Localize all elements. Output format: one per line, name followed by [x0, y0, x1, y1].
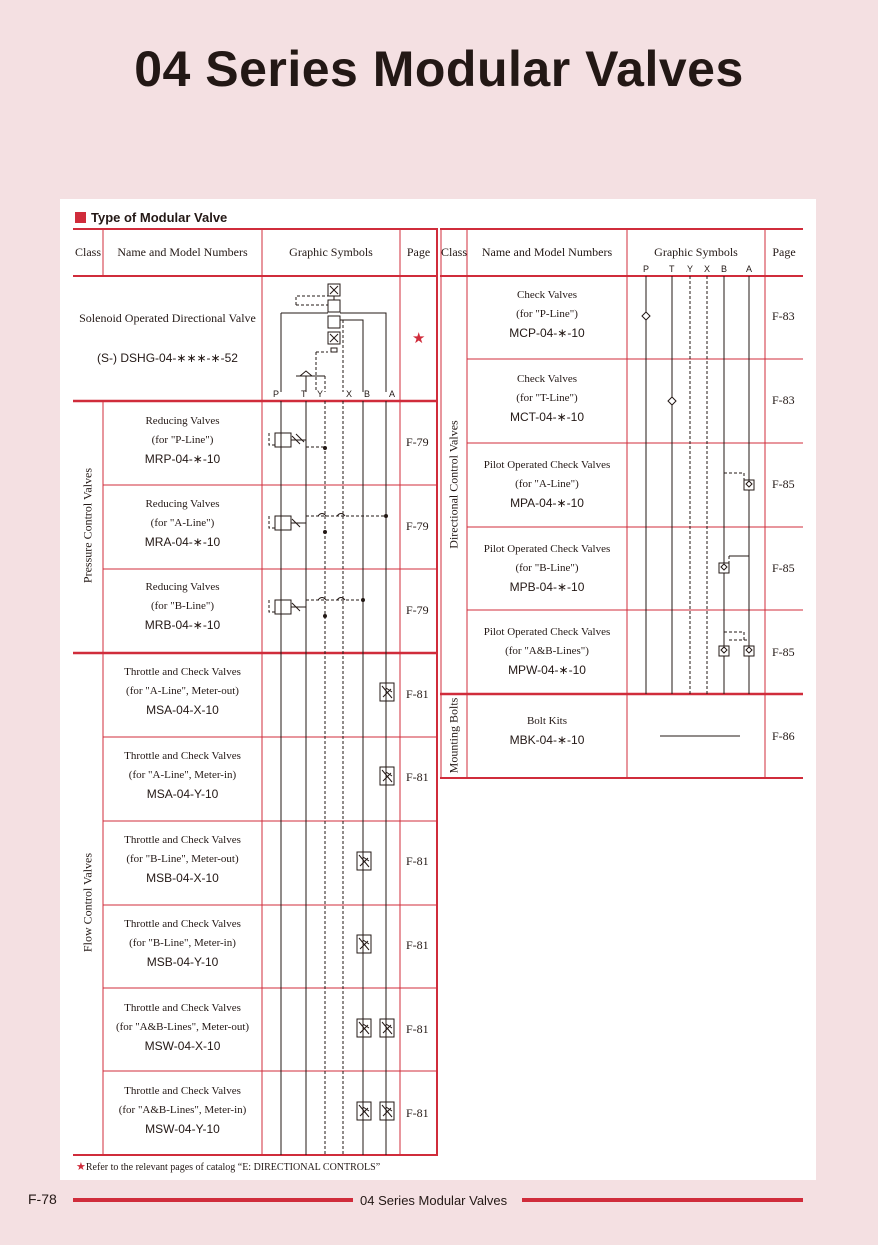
footnote: ★Refer to the relevant pages of catalog “E: DIRECTIONAL CONTROLS”: [76, 1161, 381, 1173]
footer-page-number: F-78: [28, 1191, 57, 1207]
page-ref: F-81: [406, 938, 429, 952]
page-ref: F-81: [406, 854, 429, 868]
list-item: Throttle and Check Valves (for "A&B-Lines", Meter-in) MSW-04-Y-10: [118, 1085, 247, 1136]
page-ref: F-85: [772, 477, 795, 491]
page-ref: F-81: [406, 687, 429, 701]
port-label-x-left: X: [346, 389, 353, 399]
page-ref: F-86: [772, 729, 795, 743]
col-class-header-right: Class: [441, 245, 468, 259]
page-ref: F-79: [406, 519, 429, 533]
solenoid-model: (S-) DSHG-04-∗∗∗-∗-52: [97, 351, 238, 365]
solenoid-star-icon: ★: [412, 331, 426, 347]
page-ref: F-81: [406, 1106, 429, 1120]
col-page-header: Page: [406, 245, 431, 259]
page-ref: F-85: [772, 561, 795, 575]
port-label-b-left: B: [364, 389, 371, 399]
list-item: Pilot Operated Check Valves (for "B-Line") MPB-04-∗-10: [483, 543, 611, 594]
footer-label: 04 Series Modular Valves: [360, 1193, 508, 1208]
list-item: Reducing Valves (for "P-Line") MRP-04-∗-10: [144, 415, 221, 466]
page-ref: F-83: [772, 393, 795, 407]
port-label-y-left: Y: [317, 389, 324, 399]
class-flow-control: Flow Control Valves: [80, 852, 95, 953]
class-directional-control: Directional Control Valves: [446, 420, 461, 549]
port-label-p-left: P: [273, 389, 280, 399]
page-ref: F-79: [406, 603, 429, 617]
list-item: Check Valves (for "T-Line") MCT-04-∗-10: [509, 373, 585, 424]
page-ref: F-81: [406, 770, 429, 784]
section-heading: Type of Modular Valve: [75, 210, 227, 225]
port-label-b: B: [721, 264, 728, 274]
page-ref: F-79: [406, 435, 429, 449]
col-symbols-header-right: Graphic Symbols: [654, 245, 738, 259]
page-ref: F-83: [772, 309, 795, 323]
list-item: Reducing Valves (for "B-Line") MRB-04-∗-10: [144, 581, 221, 632]
port-label-a-left: A: [389, 389, 396, 399]
port-label-a: A: [746, 264, 753, 274]
col-name-header-right: Name and Model Numbers: [481, 245, 613, 259]
page-title: 04 Series Modular Valves: [134, 41, 744, 97]
list-item: Throttle and Check Valves (for "B-Line", Meter-out) MSB-04-X-10: [124, 834, 241, 885]
page-ref: F-81: [406, 1022, 429, 1036]
port-label-y: Y: [687, 264, 694, 274]
col-page-header-right: Page: [772, 245, 796, 259]
list-item: Bolt Kits MBK-04-∗-10: [509, 715, 585, 747]
col-class-header: Class: [74, 245, 101, 259]
list-item: Pilot Operated Check Valves (for "A-Line") MPA-04-∗-10: [483, 459, 611, 510]
list-item: Throttle and Check Valves (for "B-Line", Meter-in) MSB-04-Y-10: [124, 918, 241, 969]
port-label-t-left: T: [301, 389, 307, 399]
list-item: Reducing Valves (for "A-Line") MRA-04-∗-10: [144, 498, 221, 549]
col-name-header: Name and Model Numbers: [117, 245, 248, 259]
class-mounting-bolts: Mounting Bolts: [446, 697, 461, 774]
col-symbols-header: Graphic Symbols: [289, 245, 373, 259]
page-ref: F-85: [772, 645, 795, 659]
footnote-star-icon: ★: [76, 1161, 86, 1173]
list-item: Check Valves (for "P-Line") MCP-04-∗-10: [509, 289, 585, 340]
list-item: Pilot Operated Check Valves (for "A&B-Lines") MPW-04-∗-10: [483, 626, 611, 677]
port-label-t: T: [669, 264, 675, 274]
list-item: Throttle and Check Valves (for "A-Line", Meter-in) MSA-04-Y-10: [124, 750, 241, 801]
list-item: Throttle and Check Valves (for "A&B-Lines", Meter-out) MSW-04-X-10: [115, 1002, 250, 1053]
port-label-p: P: [643, 264, 650, 274]
solenoid-name: Solenoid Operated Directional Valve: [79, 311, 256, 325]
class-pressure-control: Pressure Control Valves: [80, 467, 95, 584]
list-item: Throttle and Check Valves (for "A-Line", Meter-out) MSA-04-X-10: [124, 666, 241, 717]
port-label-x: X: [704, 264, 711, 274]
